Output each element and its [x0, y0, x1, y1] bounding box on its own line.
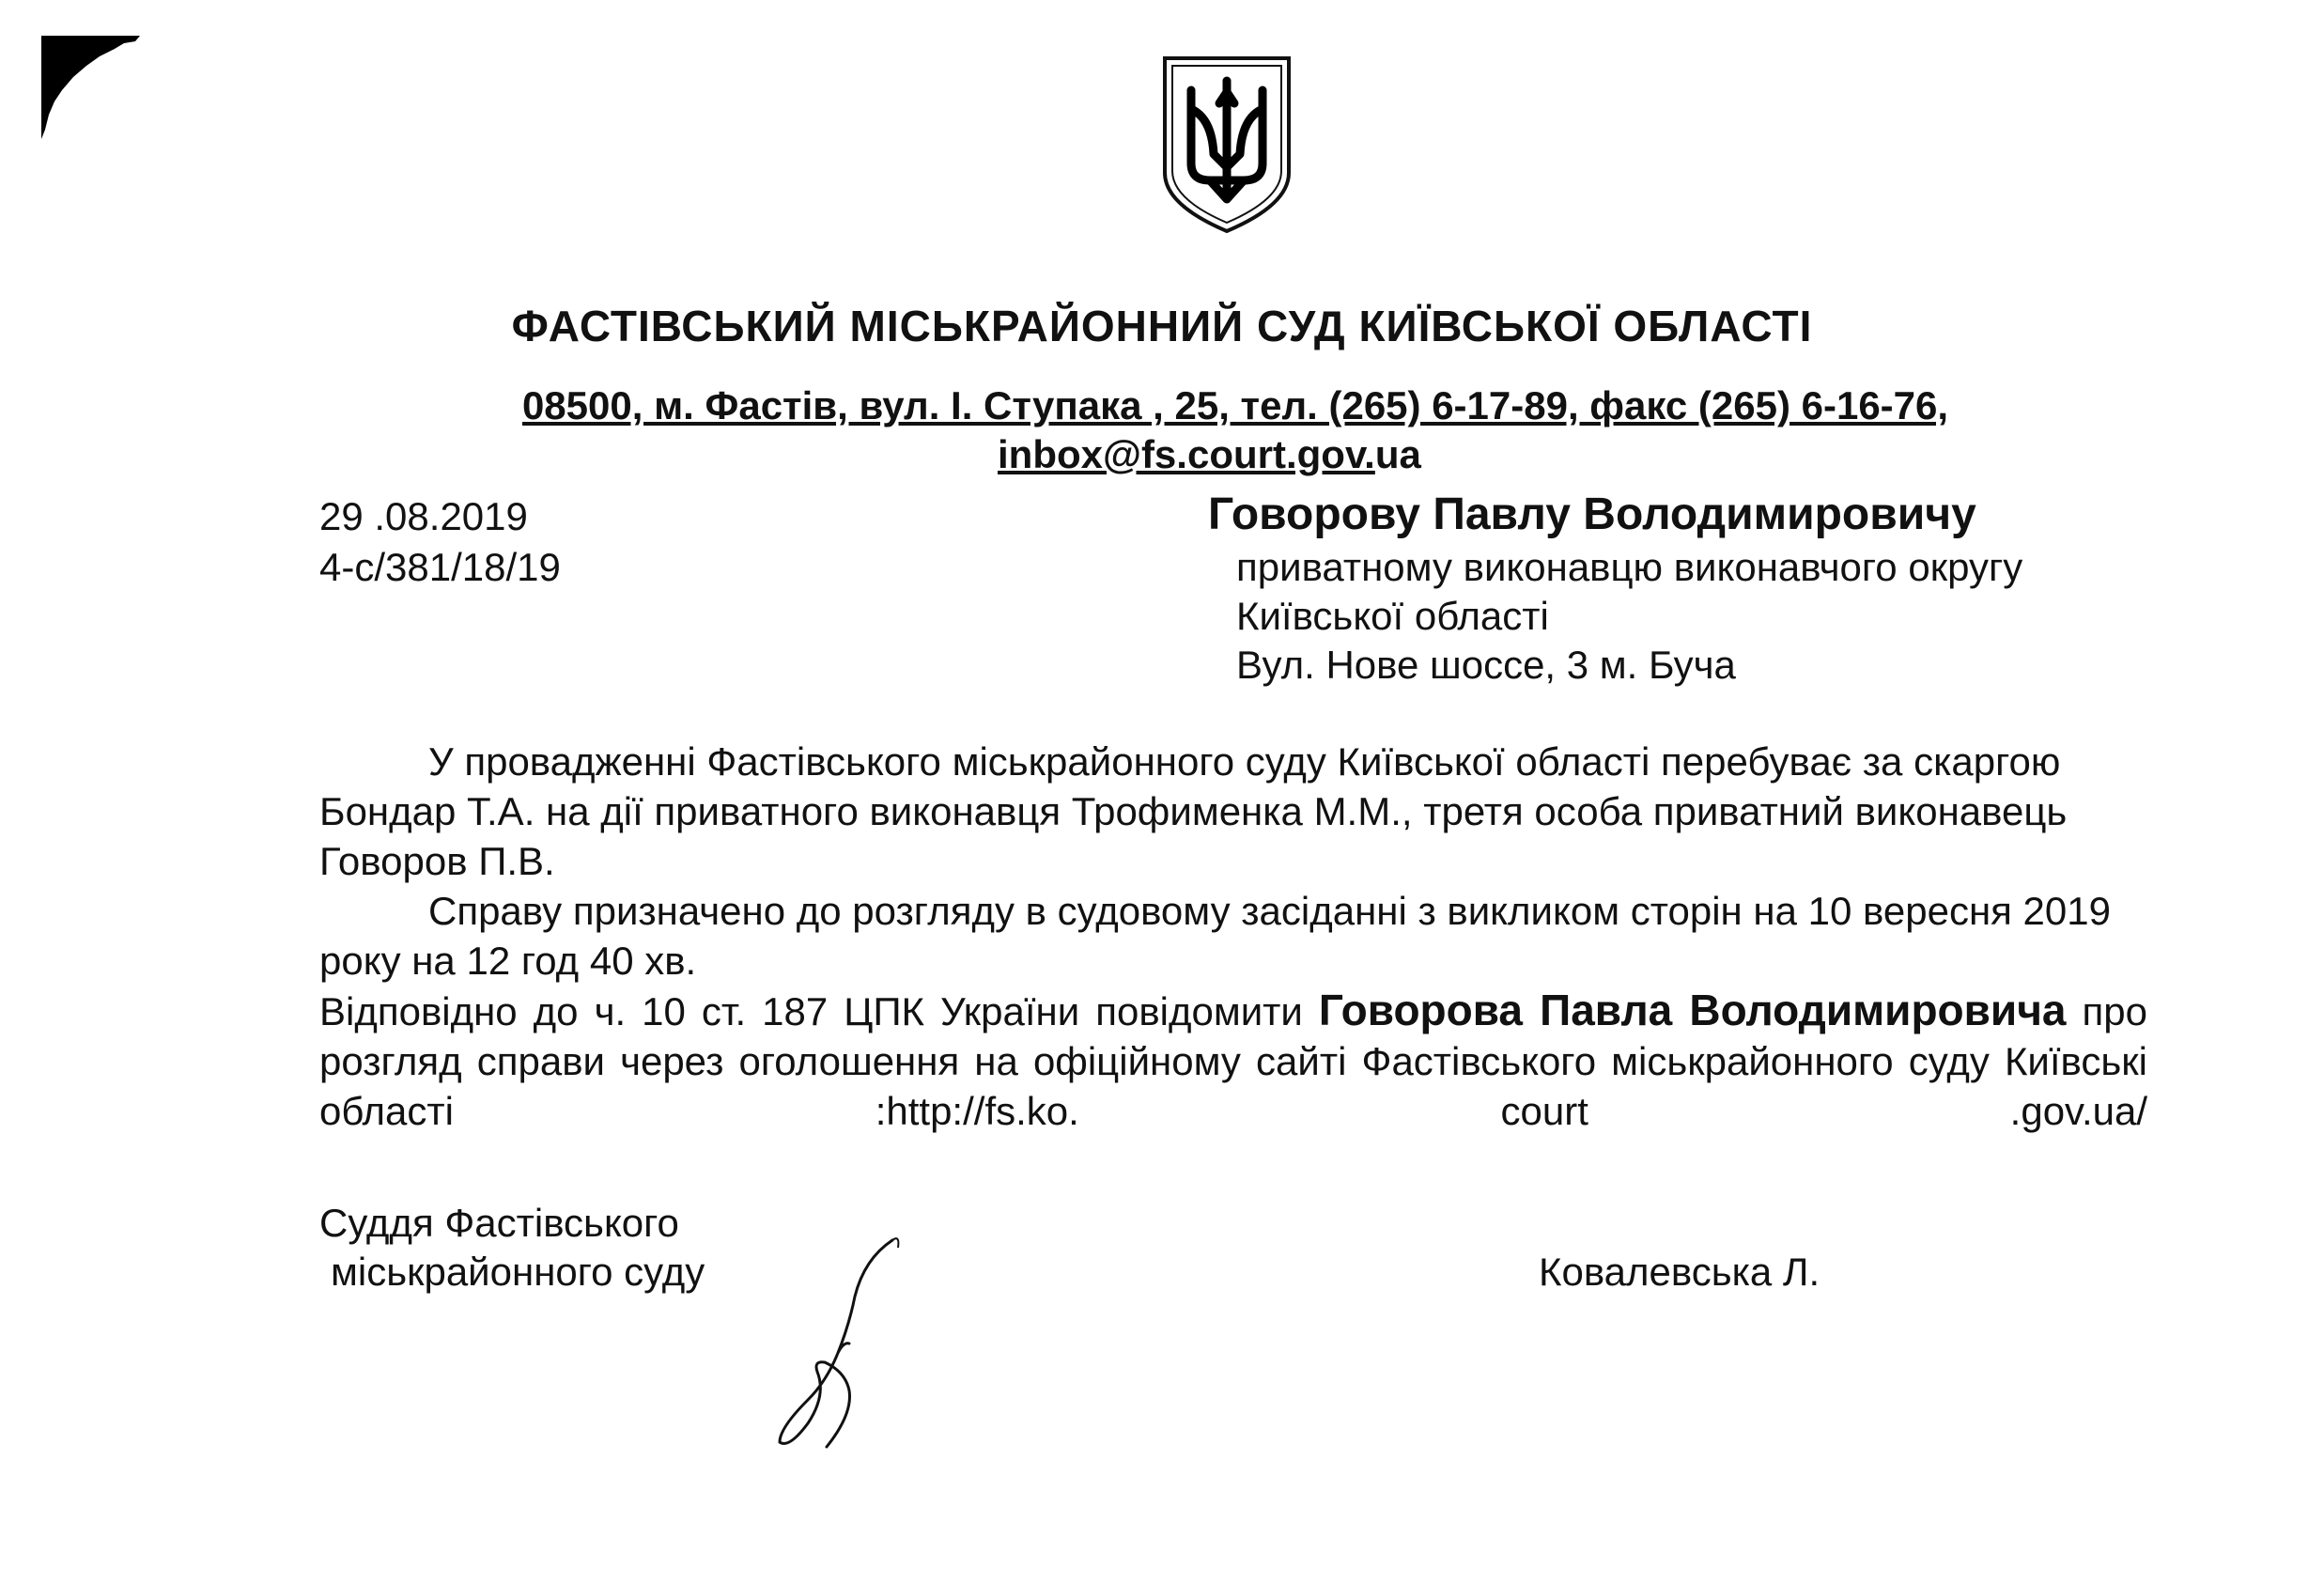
court-email-underlined: inbox@fs.court.gov.: [998, 432, 1375, 476]
court-name: ФАСТІВСЬКИЙ МІСЬКРАЙОННИЙ СУД КИЇВСЬКОЇ ОБЛАСТІ: [511, 302, 1813, 350]
notice-text-start: Відповідно до ч. 10 ст. 187 ЦПК України повідомити: [319, 989, 1319, 1033]
handwritten-signature: [751, 1231, 921, 1456]
corner-scan-mark: [41, 36, 145, 139]
signature-title-line2: міськрайонного суду: [331, 1250, 705, 1294]
judge-name: Ковалевська Л.: [1539, 1250, 1820, 1294]
document-number: 4-с/381/18/19: [319, 545, 561, 589]
notice-person-name: Говорова Павла Володимировича: [1318, 986, 2067, 1034]
notice-text-end: про розгляд справи через оголошення на офіційному сайті Фастівського міськрайонного суду Київські області :http://fs.ko. court .gov.ua/: [319, 989, 2147, 1133]
court-address: 08500, м. Фастів, вул. І. Ступака , 25, тел. (265) 6-17-89, факс (265) 6-16-76,: [521, 383, 1949, 427]
court-email-domain: ua: [1374, 432, 1421, 476]
body-paragraph-proceedings: У провадженні Фастівського міськрайонного суду Київської області перебуває за скаргою Бондар Т.А. на дії приватного виконавця Трофименка М.М., третя особа приватний виконавець Говоров П.В.: [319, 739, 2068, 883]
letter-body: [319, 737, 2147, 1136]
court-email: [998, 432, 1421, 477]
recipient-address: Вул. Нове шоссе, 3 м. Буча: [1236, 643, 1736, 687]
recipient-name: Говорову Павлу Володимировичу: [1208, 489, 1976, 539]
body-paragraph-notice: [319, 986, 2147, 1136]
body-paragraph-hearing: Справу призначено до розгляду в судовому засіданні з викликом сторін на 10 вересня 2019 року на 12 год 40 хв.: [319, 889, 2111, 983]
ukrainian-trident-emblem-icon: [1157, 53, 1296, 237]
recipient-region: Київської області: [1236, 594, 1549, 638]
signature-title-line1: Суддя Фастівського: [319, 1201, 679, 1245]
document-date: 29 .08.2019: [319, 494, 528, 538]
recipient-position: приватному виконавцю виконавчого округу: [1236, 545, 2023, 589]
